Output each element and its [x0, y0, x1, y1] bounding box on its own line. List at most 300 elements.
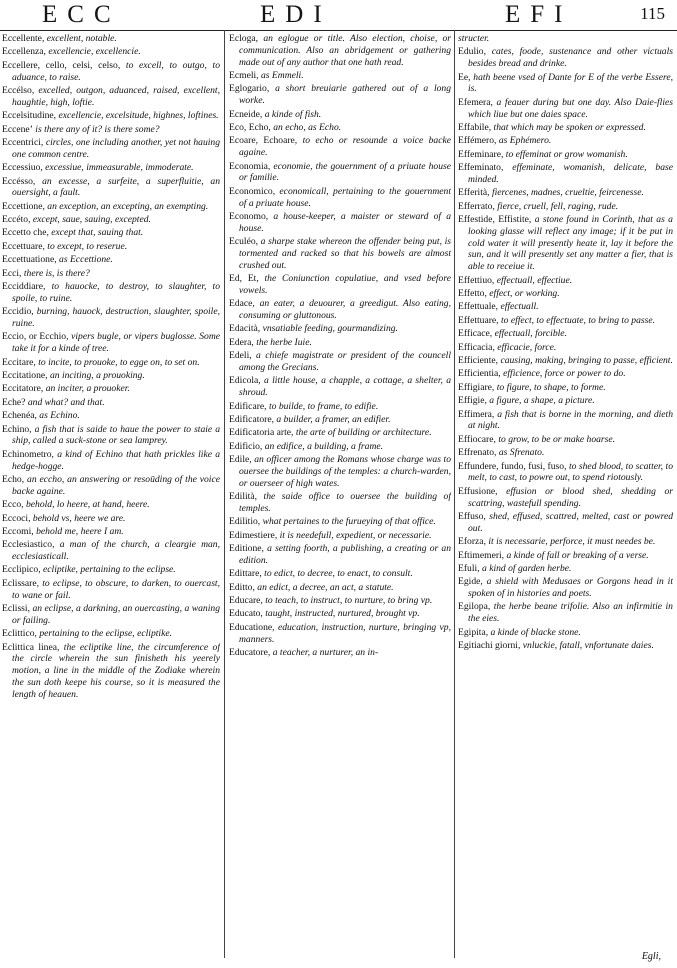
entry-definition: it is necessarie, perforce, it must needes be. [488, 536, 656, 548]
entry-definition: that which may be spoken or expressed. [493, 121, 646, 133]
entry-headword: Eccomi, [2, 525, 34, 537]
entry-definition: behold vs, heere we are. [32, 512, 126, 524]
dictionary-entry [458, 122, 673, 134]
dictionary-entry [2, 513, 220, 525]
entry-definition: the saide office to ouersee the building of temples. [239, 491, 451, 514]
entry-headword: Eccésso, [2, 175, 36, 187]
dictionary-entry [2, 33, 220, 45]
dictionary-entry [458, 461, 673, 485]
entry-headword: Ecoare, Echoare, [229, 135, 298, 147]
entry-headword: Eclissare, [2, 577, 40, 589]
entry-definition: causing, making, bringing to passe, efficient. [500, 355, 673, 367]
entry-headword: Economia, [229, 160, 271, 172]
dictionary-entry [229, 109, 451, 121]
catchword: Egli, [641, 951, 661, 962]
entry-headword: Eclissi, [2, 603, 30, 615]
dictionary-entry [229, 568, 451, 580]
dictionary-entry [458, 382, 673, 394]
entry-headword: Efficace, [458, 328, 493, 340]
dictionary-entry [2, 370, 220, 382]
dictionary-entry [458, 46, 673, 70]
dictionary-entry [2, 281, 220, 305]
entry-headword: Echo, [2, 473, 25, 485]
entry-headword: Effestide, Effistite, [458, 214, 532, 226]
dictionary-entry [229, 236, 451, 271]
entry-headword: Effettuare, [458, 314, 499, 326]
entry-definition: an excesse, a surfeite, a superfluitie, an ouersight, a fault. [12, 175, 220, 199]
entry-definition: a builder, a framer, an edifier. [276, 414, 391, 425]
entry-headword: Eccoci, [2, 512, 31, 524]
dictionary-entry [458, 563, 673, 575]
entry-definition: an inciter, a prouoker. [45, 383, 130, 395]
entry-headword: Eforza, [458, 536, 486, 548]
dictionary-entry [229, 516, 451, 528]
dictionary-entry [458, 72, 673, 96]
entry-definition: education, instruction, nurture, bringing vp, manners. [239, 621, 451, 645]
entry-headword: Economico, [229, 185, 276, 197]
dictionary-entry [229, 350, 451, 374]
entry-definition: to echo or resounde a voice backe againe. [239, 135, 451, 159]
entry-headword: Edace, [229, 298, 255, 310]
entry-headword: Edile, [229, 454, 252, 466]
entry-headword: Ecmeli, [229, 69, 259, 81]
entry-definition: a setting foorth, a publishing, a creating or an edition. [239, 543, 451, 566]
entry-headword: Effémero, [458, 135, 497, 147]
entry-headword: Ecclesiastico, [2, 539, 55, 551]
dictionary-entry [2, 124, 220, 136]
entry-definition: a shield with Medusaes or Gorgons head in it spoken of in histories and poets. [468, 576, 673, 600]
entry-definition: as Sfrenato. [498, 447, 545, 459]
dictionary-entry [2, 564, 220, 576]
entry-headword: Eccellere, cello, celsi, celso, [2, 59, 121, 71]
dictionary-entry [229, 647, 451, 659]
headword-right: EFI [505, 1, 573, 28]
entry-headword: Eccitatore, [2, 383, 44, 395]
dictionary-entry [229, 608, 451, 620]
entry-definition: a feauer during but one day. Also Daie-flies which liue but one daies space. [468, 96, 673, 120]
entry-headword: Egilopa, [458, 601, 491, 613]
entry-definition: to edict, to decree, to enact, to consult. [264, 568, 413, 580]
entry-headword: Ee, [458, 71, 471, 83]
entry-headword: Effusione, [458, 485, 498, 497]
entry-headword: Ecclipico, [2, 564, 41, 576]
column-rule [224, 30, 225, 958]
entry-headword: Effettiuo, [458, 274, 495, 286]
dictionary-entry [458, 275, 673, 287]
dictionary-entry [458, 315, 673, 327]
dictionary-entry [229, 337, 451, 349]
entry-headword: Eccettione, [2, 200, 45, 212]
entry-definition: ecliptike, pertaining to the eclipse. [43, 564, 176, 576]
entry-definition: fiercenes, madnes, crueltie, feircenesse. [491, 187, 644, 199]
entry-definition: behold me, heere I am. [36, 525, 124, 537]
entry-definition: a man of the church, a cleargie man, ecclesiasticall. [12, 539, 220, 563]
entry-headword: Egide, [458, 576, 483, 588]
entry-definition: effeminate, womanish, delicate, base minded. [468, 162, 673, 185]
dictionary-entry [229, 161, 451, 185]
entry-headword: Effuso, [458, 510, 486, 522]
entry-headword: Ecco, [2, 499, 24, 511]
dictionary-entry [458, 187, 673, 199]
dictionary-entry [458, 97, 673, 121]
entry-headword: Eccetto che, [2, 227, 49, 239]
entry-definition: as Eccettione. [59, 254, 113, 266]
entry-definition: a house-keeper, a maister or steward of a house. [239, 210, 451, 234]
entry-headword: Efficacia, [458, 341, 495, 353]
entry-definition: the arte of building or architecture. [295, 427, 432, 439]
entry-headword: Echinometro, [2, 448, 54, 460]
dictionary-entry [458, 328, 673, 340]
entry-headword: Eftimemeri, [458, 549, 505, 561]
dictionary-entry [458, 627, 673, 639]
dictionary-entry [458, 162, 673, 186]
dictionary-entry [2, 227, 220, 239]
dictionary-entry [2, 642, 220, 701]
dictionary-entry [2, 60, 220, 84]
dictionary-entry [2, 410, 220, 422]
entry-headword: Eccellenza, [2, 46, 46, 58]
entry-definition: a kinde of fall or breaking of a verse. [506, 549, 649, 561]
entry-headword: Edificio, [229, 440, 263, 452]
entry-headword: Egipita, [458, 626, 489, 638]
entry-headword: Eccélso, [2, 84, 35, 96]
entry-headword: Edittare, [229, 568, 262, 580]
dictionary-entry [2, 201, 220, 213]
entry-headword: Effetto, [458, 288, 487, 300]
entry-definition: it is needefull, expedient, or necessarie. [279, 529, 432, 541]
dictionary-entry [2, 578, 220, 602]
entry-definition: to teach, to instruct, to nurture, to bring vp. [265, 595, 433, 607]
dictionary-entry [229, 83, 451, 107]
entry-headword: Eccio, or Ecchio, [2, 331, 69, 343]
entry-definition: a little house, a chapple, a cottage, a shelter, a shroud. [239, 375, 451, 399]
entry-definition: the herbe beane trifolie. Also an infirmitie in the eies. [468, 601, 673, 625]
dictionary-entry [2, 357, 220, 369]
entry-definition: the herbe Iuie. [256, 336, 312, 348]
dictionary-entry [458, 201, 673, 213]
entry-definition: as Emmeli. [260, 69, 304, 81]
dictionary-entry [458, 409, 673, 433]
entry-headword: Edeli, [229, 350, 252, 362]
entry-definition: a stone found in Corinth, that as a looking glasse will reflect any image; if it be put in cold water it will presently heate it, lay it before the sun, and it will presently set any matter a fier, that is able to receiue it. [468, 214, 673, 273]
dictionary-entry [2, 539, 220, 563]
entry-definition: to hauocke, to destroy, to slaughter, to spoile, to ruine. [12, 281, 220, 304]
entry-headword: Edificare, [229, 400, 267, 412]
dictionary-entry [229, 543, 451, 567]
entry-definition: pertaining to the eclipse, ecliptike. [39, 628, 172, 640]
entry-definition: a kinde of fish. [264, 108, 322, 120]
entry-definition: efficience, force or power to do. [503, 368, 626, 380]
entry-definition: the ecliptike line, the circumference of the circle wherein the sun finisheth his yeerely motion, a line in the middle of the Zodiake wherein the sun doth keepe his course, so it is measured the length of heauen. [12, 641, 220, 700]
page-number: 115 [640, 4, 665, 23]
dictionary-entry [2, 424, 220, 448]
entry-definition: to shed blood, to scatter, to melt, to cast, to powre out, to spend riotously. [468, 460, 673, 484]
dictionary-entry [229, 211, 451, 235]
dictionary-entry [458, 640, 673, 652]
entry-headword: Eccelsitudine, [2, 110, 57, 122]
entry-definition: economie, the gouernment of a priuate house or familie. [239, 160, 451, 184]
entry-definition: effectuall, forcible. [494, 328, 567, 340]
dictionary-entry [229, 70, 451, 82]
entry-headword: Eculéo, [229, 236, 259, 248]
dictionary-entry [2, 397, 220, 409]
dictionary-entry [2, 110, 220, 122]
running-head [0, 0, 677, 31]
dictionary-entry [2, 499, 220, 511]
entry-definition: the Coniunction copulatiue, and vsed before vowels. [239, 273, 451, 296]
column-2 [229, 33, 451, 963]
entry-headword: Edilitio, [229, 516, 261, 528]
entry-headword: Egitiachi giorni, [458, 640, 521, 652]
entry-headword: Eche? [2, 396, 26, 408]
entry-definition: to effeminat or grow womanish. [505, 148, 628, 160]
entry-headword: Effrenato, [458, 447, 497, 459]
entry-headword: Ecci, [2, 267, 22, 279]
entry-definition: a teacher, a nurturer, an in- [272, 647, 379, 659]
entry-definition: an eclipse, a darkning, an ouercasting, a waning or failing. [12, 603, 220, 626]
entry-definition: to incite, to prouoke, to egge on, to set on. [38, 356, 200, 368]
entry-definition: there is, is there? [23, 267, 90, 279]
entry-definition: as Echino. [39, 410, 80, 422]
dictionary-entry [458, 550, 673, 562]
entry-headword: Echenéa, [2, 410, 37, 422]
dictionary-entry [229, 441, 451, 453]
entry-definition: is there any of it? is there some? [35, 123, 160, 135]
entry-definition: a sharpe stake whereon the offender being put, is tormented and racked so that his bowels are almost crushed out. [239, 236, 451, 271]
column-rule [454, 30, 455, 958]
entry-definition: an edict, a decree, an act, a statute. [257, 581, 394, 593]
entry-headword: Edificatore, [229, 414, 275, 425]
dictionary-entry [458, 355, 673, 367]
entry-definition: a figure, a shape, a picture. [489, 395, 595, 407]
dictionary-entry [2, 46, 220, 58]
dictionary-entry [229, 454, 451, 489]
dictionary-entry [458, 447, 673, 459]
entry-definition: excessiue, immeasurable, immoderate. [45, 162, 194, 174]
dictionary-entry [229, 375, 451, 399]
entry-headword: Eccellente, [2, 33, 45, 44]
dictionary-entry [2, 474, 220, 498]
entry-headword: Eclittico, [2, 628, 37, 640]
dictionary-entry [229, 582, 451, 594]
entry-headword: Edimestiere, [229, 529, 278, 541]
entry-headword: Editto, [229, 581, 255, 593]
entry-definition: a short breuiarie gathered out of a long worke. [239, 83, 451, 107]
entry-definition: as Ephémero. [498, 135, 552, 147]
dictionary-entry [2, 526, 220, 538]
entry-definition: burning, hauock, destruction, slaughter, spoile, ruine. [12, 306, 220, 330]
entry-definition: economicall, pertaining to the gouernment of a priuate house. [239, 185, 451, 209]
dictionary-entry [229, 622, 451, 646]
entry-headword: Edulio, [458, 46, 486, 58]
dictionary-entry [2, 268, 220, 280]
dictionary-entry [458, 342, 673, 354]
dictionary-entry [229, 414, 451, 426]
entry-definition: effusion or blood shed, shedding or scattring, wastefull spending. [468, 485, 673, 509]
entry-headword: Eclittica linea, [2, 641, 60, 653]
dictionary-entry [229, 595, 451, 607]
entry-headword: Eco, Echo, [229, 121, 271, 133]
entry-definition: excellent, notable. [46, 33, 117, 44]
dictionary-entry [2, 331, 220, 355]
dictionary-entry [458, 368, 673, 380]
entry-headword: Educatore, [229, 647, 271, 659]
entry-headword: Efficientia, [458, 368, 501, 380]
entry-headword: Effigiare, [458, 381, 495, 393]
entry-definition: an officer among the Romans whose charge was to ouersee the buildings of the temples: a church-warden, or ouerseer of high wates. [239, 454, 451, 489]
dictionary-entry [458, 288, 673, 300]
entry-headword: Ecceneʼ [2, 123, 33, 135]
entry-headword: Economo, [229, 210, 269, 222]
entry-headword: Ed, Et, [229, 273, 259, 285]
entry-headword: Eccidio, [2, 306, 34, 318]
dictionary-entry [458, 601, 673, 625]
entry-definition: and what? and that. [27, 396, 105, 408]
entry-definition: what pertaines to the furueying of that office. [262, 516, 436, 528]
dictionary-entry [458, 486, 673, 510]
dictionary-entry [229, 273, 451, 297]
dictionary-entry [2, 241, 220, 253]
entry-definition: cates, foode, sustenance and other victuals besides bread and drinke. [468, 46, 673, 70]
entry-headword: Efficiente, [458, 355, 499, 367]
entry-headword: Efuli, [458, 562, 480, 574]
headword-center: EDI [260, 1, 332, 28]
entry-definition: to grow, to be or make hoarse. [498, 433, 616, 445]
entry-headword: Effundere, fundo, fusi, fuso, [458, 460, 567, 472]
entry-headword: Educare, [229, 595, 263, 607]
entry-definition: fierce, cruell, fell, raging, rude. [497, 200, 619, 212]
dictionary-entry [2, 306, 220, 330]
entry-definition: a fish that is saide to haue the power to staie a ship, called a suck-stone or sea lamprey. [12, 423, 220, 447]
entry-headword: Effiocare, [458, 433, 496, 445]
dictionary-entry [2, 162, 220, 174]
entry-headword: Educatione, [229, 621, 275, 633]
entry-definition: shed, effused, scattred, melted, cast or powred out. [468, 510, 673, 534]
column-3 [458, 33, 673, 963]
dictionary-entry [229, 122, 451, 134]
entry-headword: Echino, [2, 423, 32, 435]
entry-headword: Eccéto, [2, 214, 31, 226]
dictionary-entry [2, 628, 220, 640]
entry-definition: excellencie, excellencie. [48, 46, 141, 58]
entry-headword: Eccitatione, [2, 370, 48, 381]
dictionary-entry [458, 434, 673, 446]
entry-headword: Effigie, [458, 395, 487, 407]
dictionary-entry [2, 449, 220, 473]
entry-headword: Eglogario, [229, 83, 270, 95]
entry-definition: to effect, to effectuate, to bring to passe. [500, 314, 655, 326]
dictionary-entry [229, 298, 451, 322]
entry-headword: Effimera, [458, 408, 495, 420]
entry-definition: except that, sauing that. [51, 227, 144, 239]
entry-definition: to excell, to outgo, to aduance, to raise. [12, 59, 220, 83]
dictionary-entry [458, 536, 673, 548]
entry-headword: Eccettuatione, [2, 254, 57, 266]
entry-headword: Eccettuare, [2, 240, 45, 252]
dictionary-entry [2, 214, 220, 226]
dictionary-entry [458, 511, 673, 535]
entry-headword: Edicola, [229, 375, 261, 387]
entry-headword: Effeminare, [458, 148, 504, 160]
entry-definition: an eater, a deuourer, a greedigut. Also eating, consuming or gluttonous. [239, 298, 451, 322]
dictionary-entry [229, 186, 451, 210]
dictionary-entry [229, 427, 451, 439]
entry-headword: Effabile, [458, 121, 492, 133]
entry-definition: an edifice, a building, a frame. [264, 440, 384, 452]
entry-definition: an eccho, an answering or resoūding of the voice backe againe. [12, 473, 220, 497]
entry-headword: Ecloga, [229, 33, 259, 44]
entry-headword: Efferrato, [458, 200, 495, 212]
dictionary-entry [458, 576, 673, 600]
entry-definition: vipers bugle, or vipers buglosse. Some take it for a kinde of tree. [12, 331, 220, 355]
entry-definition: vnsatiable feeding, gourmandizing. [262, 323, 398, 335]
entry-headword: Editione, [229, 543, 264, 555]
entry-definition: taught, instructed, nurtured, brought vp. [265, 608, 420, 620]
dictionary-entry [458, 33, 673, 45]
dictionary-entry [458, 395, 673, 407]
entry-headword: Effeminato, [458, 162, 504, 174]
entry-headword: Edificatoria arte, [229, 427, 294, 439]
dictionary-entry [229, 33, 451, 68]
headword-left: ECC [42, 1, 121, 28]
entry-definition: an eglogue or title. Also election, choise, or communication. Also an abridgement or gathering made out of any author that one hath read. [239, 33, 451, 68]
dictionary-entry [229, 401, 451, 413]
dictionary-entry [229, 491, 451, 515]
entry-headword: Edilità, [229, 491, 257, 503]
dictionary-entry [2, 176, 220, 200]
entry-definition: a kind of garden herbe. [482, 562, 572, 574]
entry-definition: excelled, outgon, aduanced, raised, excellent, haughtie, high, loftie. [12, 84, 220, 108]
entry-headword: Educato, [229, 608, 263, 620]
entry-definition: a kind of Echino that hath prickles like a hedge-hogge. [12, 448, 220, 472]
entry-headword: Efemera, [458, 96, 493, 108]
entry-headword: Eccentrici, [2, 136, 44, 148]
entry-definition: except, saue, sauing, excepted. [32, 214, 151, 226]
dictionary-entry [458, 214, 673, 273]
entry-definition: effectuall, effectiue. [496, 274, 573, 286]
entry-definition: to builde, to frame, to edifie. [268, 400, 379, 412]
entry-definition: efficacie, force. [497, 341, 557, 353]
entry-definition: to figure, to shape, to forme. [496, 381, 606, 393]
dictionary-entry [2, 254, 220, 266]
dictionary-entry [458, 149, 673, 161]
dictionary-entry [2, 603, 220, 627]
entry-definition: structer. [458, 33, 490, 44]
entry-definition: an echo, as Echo. [273, 121, 342, 133]
entry-headword: Efferità, [458, 187, 490, 199]
entry-definition: behold, lo heere, at hand, heere. [25, 499, 150, 511]
entry-definition: excellencie, excelsitude, highnes, loftines. [58, 110, 219, 122]
dictionary-entry [229, 323, 451, 335]
entry-definition: an exception, an excepting, an exempting. [47, 200, 209, 212]
entry-definition: hath beene vsed of Dante for E of the verbe Essere, is. [468, 71, 673, 95]
entry-definition: effectuall. [500, 301, 539, 313]
dictionary-entry [229, 530, 451, 542]
entry-headword: Ecneide, [229, 108, 263, 120]
entry-headword: Edacità, [229, 323, 261, 335]
entry-definition: vnluckie, fatall, vnfortunate daies. [522, 640, 654, 652]
dictionary-entry [2, 137, 220, 161]
entry-headword: Edera, [229, 336, 254, 348]
entry-headword: Ecciddiare, [2, 281, 46, 293]
column-1 [2, 33, 220, 963]
entry-definition: circles, one including another, yet not hauing one common centre. [12, 136, 220, 160]
dictionary-entry [458, 135, 673, 147]
dictionary-entry [2, 85, 220, 109]
entry-headword: Eccessiuo, [2, 162, 43, 174]
entry-headword: Effettuale, [458, 301, 499, 313]
entry-definition: a kinde of blacke stone. [490, 626, 581, 638]
